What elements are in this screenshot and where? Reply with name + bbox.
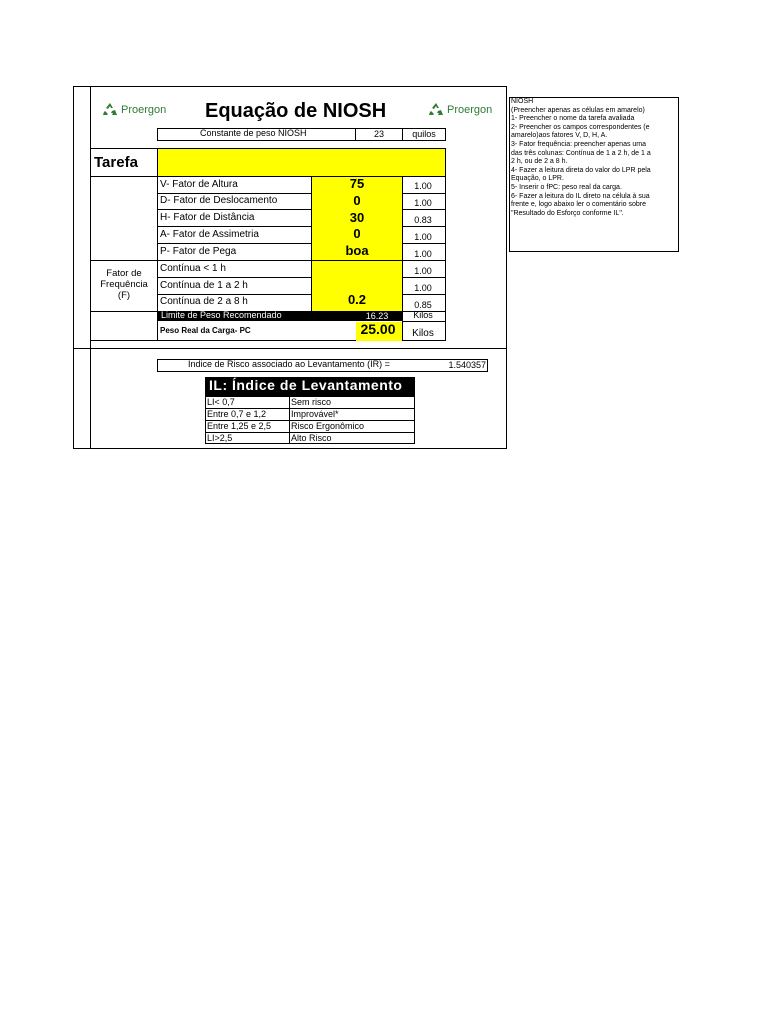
factor-input-h[interactable]: 30 — [349, 210, 365, 225]
constant-unit: quilos — [412, 129, 436, 139]
row-line — [157, 260, 446, 261]
factor-label-a: A- Fator de Assimetria — [160, 229, 259, 240]
factor-label-d: D- Fator de Deslocamento — [160, 195, 278, 206]
limit-label: Limite de Peso Recomendado — [161, 310, 282, 320]
frequency-label-1: Contínua < 1 h — [160, 263, 226, 274]
row-line — [157, 209, 446, 210]
row-line — [157, 226, 446, 227]
factor-input-a[interactable]: 0 — [353, 226, 361, 241]
factor-input-d[interactable]: 0 — [353, 193, 361, 208]
factor-result-v: 1.00 — [414, 181, 432, 191]
real-weight-input[interactable]: 25.00 — [360, 321, 396, 337]
frequency-label: Fator de Frequência (F) — [100, 268, 148, 301]
freq-group-top — [90, 260, 157, 261]
il-range-3: Entre 1,25 e 2,5 — [207, 421, 272, 431]
il-meaning-4: Alto Risco — [291, 433, 332, 443]
factor-input-v[interactable]: 75 — [349, 176, 365, 191]
frequency-result-3: 0.85 — [414, 300, 432, 310]
frequency-label-3: Contínua de 2 a 8 h — [160, 296, 248, 307]
il-range-2: Entre 0,7 e 1,2 — [207, 409, 267, 419]
risk-index-value: 1.540357 — [448, 360, 486, 370]
page-title: Equação de NIOSH — [205, 100, 387, 122]
notes-text: NIOSH (Preencher apenas as células em amarelo) 1- Preencher o nome da tarefa avaliada 2- Preencher os campos correspondentes (e amarelo)aos fatores V, D, H, A. 3- Fator frequência: preencher apenas uma das três colunas: Contínua de 1 a 2 h, de 1 a 2 h, ou de 2 a 8 h. 4- Fazer a leitura direta do valor do LPR pela Equação, o LPR. 5- Inserir o fPC: peso real da carga. 6- Fazer a leitura do IL direto na célula à sua frente e, logo abaixo ler o comentário sobre "Resultado do Esforço conforme IL". — [511, 98, 651, 217]
factor-result-d: 1.00 — [414, 198, 432, 208]
constant-label: Constante de peso NIOSH — [200, 128, 307, 138]
il-meaning-3: Risco Ergonômico — [291, 421, 365, 431]
frame-divider-bottom — [73, 348, 507, 349]
limit-unit-line — [402, 321, 446, 322]
il-meaning-1: Sem risco — [291, 397, 332, 407]
real-weight-unit: Kilos — [412, 328, 434, 339]
factor-result-h: 0.83 — [414, 215, 432, 225]
factor-input-p[interactable]: boa — [345, 243, 369, 258]
frequency-result-2: 1.00 — [414, 283, 432, 293]
logo-right — [428, 102, 492, 118]
factor-label-v: V- Fator de Altura — [160, 179, 238, 190]
freq-group-bottom — [90, 311, 157, 312]
task-label: Tarefa — [94, 154, 138, 171]
limit-unit: Kilos — [413, 310, 433, 320]
logo-right-text: Proergon — [447, 104, 493, 116]
il-meaning-2: Improvável* — [291, 409, 339, 419]
factor-result-a: 1.00 — [414, 232, 432, 242]
logo-left-text: Proergon — [121, 104, 167, 116]
frequency-label-2: Contínua de 1 a 2 h — [160, 280, 248, 291]
recycle-icon — [428, 102, 444, 118]
il-range-1: LI< 0,7 — [207, 397, 235, 407]
task-input[interactable] — [157, 148, 446, 177]
constant-value[interactable]: 23 — [373, 129, 384, 139]
real-weight-label: Peso Real da Carga- PC — [160, 326, 251, 335]
frequency-result-1: 1.00 — [414, 266, 432, 276]
recycle-icon — [102, 102, 118, 118]
row-line — [157, 294, 446, 295]
il-table-title: IL: Índice de Levantamento — [209, 377, 403, 393]
factor-result-p: 1.00 — [414, 249, 432, 259]
il-range-4: LI>2,5 — [207, 433, 233, 443]
limit-value: 16.23 — [365, 311, 389, 321]
row-line — [157, 277, 446, 278]
factor-label-h: H- Fator de Distância — [160, 212, 255, 223]
logo-left — [102, 102, 166, 118]
frequency-input-3[interactable]: 0.2 — [347, 292, 367, 307]
row-line — [157, 243, 446, 244]
risk-index-label: Índice de Risco associado ao Levantamento (IR) = — [188, 359, 390, 369]
factor-label-p: P- Fator de Pega — [160, 246, 237, 257]
row-line — [157, 193, 446, 194]
